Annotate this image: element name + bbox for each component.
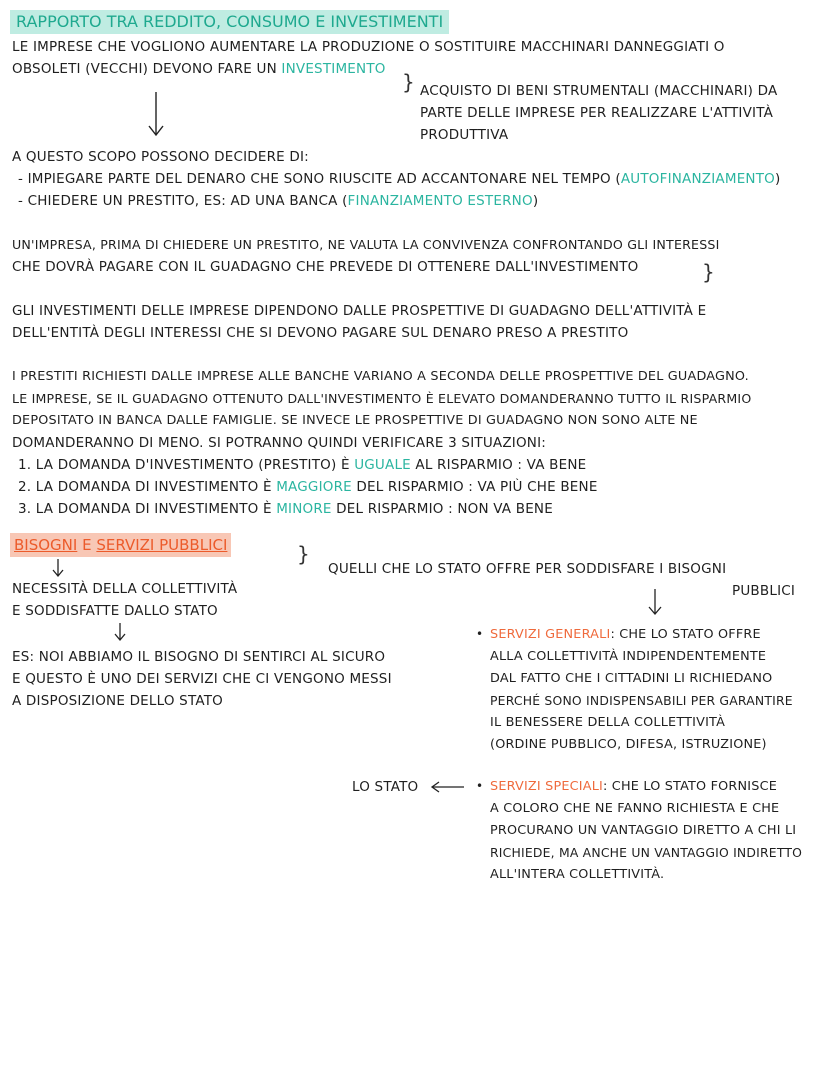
- example-line-1: ES: NOI ABBIAMO IL BISOGNO DI SENTIRCI AL SICURO: [12, 649, 386, 665]
- general-services-line-6: (ORDINE PUBBLICO, DIFESA, ISTRUZIONE): [490, 737, 767, 752]
- investment-term: INVESTIMENTO: [281, 61, 386, 77]
- special-services-line-3: PROCURANO UN VANTAGGIO DIRETTO A CHI LI: [490, 823, 797, 838]
- intro-line-2: [12, 60, 386, 78]
- self-financing-term: AUTOFINANZIAMENTO: [620, 171, 775, 187]
- para3-line-3: DEPOSITATO IN BANCA DALLE FAMIGLIE. SE INVECE LE PROSPETTIVE DI GUADAGNO NON SONO ALTE NE: [12, 413, 698, 428]
- special-services-line-2: A COLORO CHE NE FANNO RICHIESTA E CHE: [490, 801, 780, 816]
- case-3-result: DEL RISPARMIO : NON VA BENE: [336, 501, 553, 517]
- general-services-label: SERVIZI GENERALI: [490, 627, 611, 642]
- case-3-text: 3. LA DOMANDA DI INVESTIMENTO È: [18, 501, 272, 517]
- para3-line-4: DOMANDERANNO DI MENO. SI POTRANNO QUINDI VERIFICARE 3 SITUAZIONI:: [12, 435, 547, 451]
- para3-line-1: I PRESTITI RICHIESTI DALLE IMPRESE ALLE BANCHE VARIANO A SECONDA DELLE PROSPETTIVE DEL GUADAGNO.: [12, 369, 749, 384]
- needs-def-line-2: E SODDISFATTE DALLO STATO: [12, 603, 218, 619]
- brace-icon: }: [297, 542, 310, 566]
- special-services-line-1: [490, 778, 777, 796]
- general-services-line-4: PERCHÉ SONO INDISPENSABILI PER GARANTIRE: [490, 693, 793, 708]
- arrow-left-icon: [430, 780, 466, 794]
- definition-line-3: PRODUTTIVA: [420, 127, 509, 143]
- definition-line-2: PARTE DELLE IMPRESE PER REALIZZARE L'ATTIVITÀ: [420, 105, 774, 121]
- arrow-down-icon: [646, 588, 664, 616]
- case-2-text: 2. LA DOMANDA DI INVESTIMENTO È: [18, 479, 272, 495]
- brace-icon: }: [702, 260, 715, 284]
- para1-line-1: UN'IMPRESA, PRIMA DI CHIEDERE UN PRESTITO, NE VALUTA LA CONVIVENZA CONFRONTANDO GLI INTERESSI: [12, 237, 720, 252]
- arrow-down-icon: [112, 622, 128, 642]
- option-external-financing: [18, 192, 538, 210]
- special-services-line-4: RICHIEDE, MA ANCHE UN VANTAGGIO INDIRETTO: [490, 845, 803, 860]
- option-2-text: - CHIEDERE UN PRESTITO, ES: AD UNA BANCA (: [18, 193, 348, 209]
- option-2-close: ): [532, 193, 539, 209]
- general-services-line-1: [490, 626, 761, 644]
- para2-line-2: DELL'ENTITÀ DEGLI INTERESSI CHE SI DEVONO PAGARE SUL DENARO PRESO A PRESTITO: [12, 325, 629, 341]
- option-self-financing: [18, 170, 780, 188]
- bullet-icon: •: [476, 627, 484, 641]
- services-def-line-2: PUBBLICI: [732, 583, 796, 599]
- case-1-result: AL RISPARMIO : VA BENE: [415, 457, 587, 473]
- needs-def-line-1: NECESSITÀ DELLA COLLETTIVITÀ: [12, 581, 238, 597]
- section-title-investments: RAPPORTO TRA REDDITO, CONSUMO E INVESTIMENTI: [10, 10, 449, 34]
- needs-title: BISOGNI: [14, 536, 78, 554]
- para3-line-2: LE IMPRESE, SE IL GUADAGNO OTTENUTO DALL'INVESTIMENTO È ELEVATO DOMANDERANNO TUTTO IL RISPARMIO: [12, 391, 752, 406]
- lower-term: MINORE: [276, 501, 332, 517]
- general-services-intro: : CHE LO STATO OFFRE: [610, 627, 761, 642]
- special-services-label: SERVIZI SPECIALI: [490, 779, 604, 794]
- scope-intro: A QUESTO SCOPO POSSONO DECIDERE DI:: [12, 149, 309, 165]
- general-services-line-5: IL BENESSERE DELLA COLLETTIVITÀ: [490, 715, 726, 730]
- para2-line-1: GLI INVESTIMENTI DELLE IMPRESE DIPENDONO DALLE PROSPETTIVE DI GUADAGNO DELL'ATTIVITÀ E: [12, 303, 707, 319]
- greater-term: MAGGIORE: [276, 479, 352, 495]
- option-1-close: ): [775, 171, 781, 187]
- example-line-2: E QUESTO È UNO DEI SERVIZI CHE CI VENGONO MESSI: [12, 671, 392, 687]
- case-greater: [18, 478, 598, 496]
- arrow-down-icon: [146, 90, 166, 138]
- title-conjunction: E: [82, 536, 92, 554]
- section-title-needs: [10, 533, 231, 557]
- public-services-title: SERVIZI PUBBLICI: [96, 536, 228, 554]
- external-financing-term: FINANZIAMENTO ESTERNO: [347, 193, 533, 209]
- case-2-result: DEL RISPARMIO : VA PIÙ CHE BENE: [356, 479, 598, 495]
- equal-term: UGUALE: [354, 457, 411, 473]
- arrow-down-icon: [50, 558, 66, 578]
- case-1-text: 1. LA DOMANDA D'INVESTIMENTO (PRESTITO) È: [18, 457, 350, 473]
- special-services-line-5: ALL'INTERA COLLETTIVITÀ.: [490, 867, 665, 882]
- bullet-icon: •: [476, 779, 484, 793]
- state-label: LO STATO: [352, 779, 419, 795]
- option-1-text: - IMPIEGARE PARTE DEL DENARO CHE SONO RIUSCITE AD ACCANTONARE NEL TEMPO (: [18, 171, 621, 187]
- definition-line-1: ACQUISTO DI BENI STRUMENTALI (MACCHINARI) DA: [420, 83, 778, 99]
- case-lower: [18, 500, 553, 518]
- case-equal: [18, 456, 586, 474]
- intro-line-2-text: OBSOLETI (VECCHI) DEVONO FARE UN: [12, 61, 277, 77]
- intro-line-1: LE IMPRESE CHE VOGLIONO AUMENTARE LA PRODUZIONE O SOSTITUIRE MACCHINARI DANNEGGIATI O: [12, 39, 725, 55]
- special-services-intro: : CHE LO STATO FORNISCE: [603, 779, 778, 794]
- brace-icon: }: [402, 70, 415, 94]
- example-line-3: A DISPOSIZIONE DELLO STATO: [12, 693, 223, 709]
- general-services-line-3: DAL FATTO CHE I CITTADINI LI RICHIEDANO: [490, 671, 773, 686]
- services-def-line-1: QUELLI CHE LO STATO OFFRE PER SODDISFARE I BISOGNI: [328, 561, 727, 577]
- general-services-line-2: ALLA COLLETTIVITÀ INDIPENDENTEMENTE: [490, 649, 767, 664]
- para1-line-2: CHE DOVRÀ PAGARE CON IL GUADAGNO CHE PREVEDE DI OTTENERE DALL'INVESTIMENTO: [12, 259, 639, 275]
